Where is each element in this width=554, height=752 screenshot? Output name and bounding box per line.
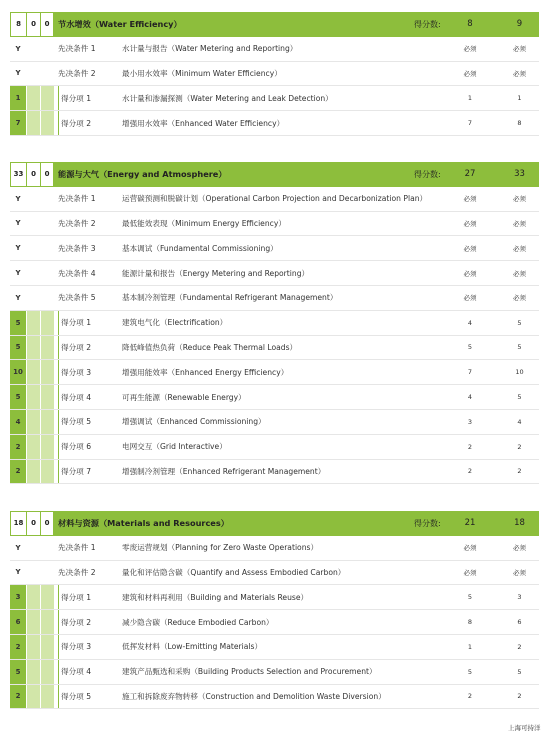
row-points: 10 <box>10 360 26 384</box>
section <box>10 511 539 709</box>
row-points: 5 <box>10 660 26 684</box>
row-description: 最小用水效率（Minimum Water Efficiency） <box>122 68 282 78</box>
row-maybe <box>26 385 40 409</box>
header-count-maybe: 0 <box>26 12 40 37</box>
score-value-1: 27 <box>464 169 476 180</box>
row-label: 先决条件 1 <box>58 194 96 204</box>
row-points: Y <box>15 244 21 253</box>
row-no <box>40 187 54 211</box>
row-points: 7 <box>10 111 26 135</box>
row-label: 先决条件 5 <box>58 293 96 303</box>
row-value-2: 必须 <box>513 568 526 577</box>
row-no <box>40 37 54 61</box>
score-value-2: 18 <box>514 518 525 529</box>
row-description: 能源计量和报告（Energy Metering and Reporting） <box>122 268 310 278</box>
row-maybe <box>26 311 40 335</box>
row-value-1: 3 <box>467 417 473 426</box>
row-label: 先决条件 1 <box>58 543 96 553</box>
score-label: 得分数: <box>414 169 441 179</box>
row-value-2: 必须 <box>513 45 526 54</box>
row-no <box>40 660 54 684</box>
row-points: Y <box>15 543 21 552</box>
row-label: 得分项 2 <box>58 336 120 360</box>
header-count-yes: 8 <box>10 12 26 37</box>
row-no <box>40 460 54 484</box>
row-value-1: 5 <box>467 343 473 352</box>
row-no <box>40 336 54 360</box>
row-label: 先决条件 2 <box>58 218 96 228</box>
row-label: 得分项 4 <box>58 660 120 684</box>
row-value-2: 2 <box>517 692 522 701</box>
row-description: 最低能效表现（Minimum Energy Efficiency） <box>122 218 286 228</box>
score-value-2: 9 <box>516 19 523 30</box>
row-points: Y <box>15 194 21 203</box>
section-header <box>10 12 539 37</box>
row-description: 施工和拆除废弃物转移（Construction and Demolition Waste Diversion） <box>122 691 386 701</box>
row-points: 2 <box>10 685 26 709</box>
row-label: 得分项 5 <box>58 685 120 709</box>
row-no <box>40 635 54 659</box>
row-value-1: 8 <box>467 618 473 627</box>
row-description: 增强调试（Enhanced Commissioning） <box>122 417 266 427</box>
row-no <box>40 261 54 285</box>
row-no <box>40 585 54 609</box>
row-description: 增强用能效率（Enhanced Energy Efficiency） <box>122 367 289 377</box>
credit-row <box>10 660 539 685</box>
row-label: 得分项 1 <box>58 311 120 335</box>
row-value-2: 5 <box>517 393 522 402</box>
row-label: 得分项 5 <box>58 410 120 434</box>
row-maybe <box>26 410 40 434</box>
row-description: 减少隐含碳（Reduce Embodied Carbon） <box>122 617 274 627</box>
section <box>10 162 539 484</box>
row-points: 5 <box>10 385 26 409</box>
row-label: 先决条件 3 <box>58 243 96 253</box>
row-description: 建筑和材料再利用（Building and Materials Reuse） <box>122 592 309 602</box>
row-value-1: 必须 <box>463 219 477 228</box>
row-value-1: 必须 <box>463 244 477 253</box>
row-value-1: 7 <box>467 119 473 128</box>
credit-row <box>10 685 539 710</box>
row-no <box>40 410 54 434</box>
row-value-2: 3 <box>517 593 522 602</box>
credit-row <box>10 86 539 111</box>
row-description: 基本调试（Fundamental Commissioning） <box>122 243 278 253</box>
row-label: 先决条件 2 <box>58 68 96 78</box>
row-points: 2 <box>10 460 26 484</box>
row-label: 得分项 3 <box>58 360 120 384</box>
row-value-2: 必须 <box>513 294 526 303</box>
row-maybe <box>26 685 40 709</box>
row-maybe <box>26 585 40 609</box>
row-label: 得分项 2 <box>58 610 120 634</box>
section <box>10 12 539 136</box>
row-value-2: 10 <box>515 368 524 377</box>
prerequisite-row <box>10 236 539 261</box>
row-description: 水计量与报告（Water Metering and Reporting） <box>122 44 298 54</box>
row-value-1: 5 <box>467 593 473 602</box>
row-no <box>40 360 54 384</box>
row-maybe <box>26 286 40 310</box>
row-value-2: 8 <box>517 119 522 128</box>
score-value-1: 8 <box>467 19 473 30</box>
row-points: Y <box>15 269 21 278</box>
row-value-1: 1 <box>467 94 473 103</box>
row-value-1: 2 <box>467 442 473 451</box>
row-maybe <box>26 336 40 360</box>
row-points: 5 <box>10 311 26 335</box>
row-value-1: 必须 <box>463 69 477 78</box>
score-label: 得分数: <box>414 518 441 528</box>
row-maybe <box>26 111 40 135</box>
header-count-no: 0 <box>40 12 54 37</box>
prerequisite-row <box>10 187 539 212</box>
row-description: 运营碳预测和脱碳计划（Operational Carbon Projection and Decarbonization Plan） <box>122 194 428 204</box>
row-value-1: 必须 <box>463 45 477 54</box>
row-label: 得分项 1 <box>58 585 120 609</box>
row-description: 量化和评估隐含碳（Quantify and Assess Embodied Carbon） <box>122 567 346 577</box>
credit-row <box>10 410 539 435</box>
credit-row <box>10 460 539 485</box>
row-label: 得分项 7 <box>58 460 120 484</box>
row-no <box>40 236 54 260</box>
row-maybe <box>26 62 40 86</box>
row-value-2: 必须 <box>513 544 526 553</box>
credit-row <box>10 336 539 361</box>
row-maybe <box>26 660 40 684</box>
row-maybe <box>26 635 40 659</box>
row-description: 低挥发材料（Low-Emitting Materials） <box>122 642 263 652</box>
row-maybe <box>26 536 40 560</box>
row-description: 电网交互（Grid Interactive） <box>122 442 227 452</box>
header-count-yes: 33 <box>10 162 26 187</box>
row-value-2: 5 <box>517 667 522 676</box>
prerequisite-row <box>10 286 539 311</box>
row-no <box>40 561 54 585</box>
score-label: 得分数: <box>414 19 441 29</box>
row-no <box>40 62 54 86</box>
row-maybe <box>26 187 40 211</box>
row-value-2: 2 <box>517 467 522 476</box>
row-points: 5 <box>10 336 26 360</box>
row-maybe <box>26 236 40 260</box>
row-label: 先决条件 2 <box>58 567 96 577</box>
row-points: 6 <box>10 610 26 634</box>
prerequisite-row <box>10 536 539 561</box>
score-value-2: 33 <box>514 169 525 180</box>
row-points: Y <box>15 44 21 53</box>
row-maybe <box>26 212 40 236</box>
row-value-1: 必须 <box>463 568 477 577</box>
row-points: Y <box>15 219 21 228</box>
header-count-no: 0 <box>40 511 54 536</box>
row-value-2: 1 <box>517 94 522 103</box>
header-count-maybe: 0 <box>26 162 40 187</box>
section-title: 节水增效（Water Efficiency） <box>58 18 182 29</box>
row-no <box>40 286 54 310</box>
row-description: 可再生能源（Renewable Energy） <box>122 392 246 402</box>
row-value-1: 2 <box>467 692 473 701</box>
row-description: 建筑产品甄选和采购（Building Products Selection and Procurement） <box>122 667 377 677</box>
header-count-no: 0 <box>40 162 54 187</box>
prerequisite-row <box>10 212 539 237</box>
prerequisite-row <box>10 561 539 586</box>
credit-row <box>10 585 539 610</box>
prerequisite-row <box>10 37 539 62</box>
header-count-maybe: 0 <box>26 511 40 536</box>
row-value-1: 必须 <box>463 294 477 303</box>
row-description: 建筑电气化（Electrification） <box>122 318 228 328</box>
section-header <box>10 162 539 187</box>
row-maybe <box>26 37 40 61</box>
row-value-2: 必须 <box>513 244 526 253</box>
row-description: 零废运营规划（Planning for Zero Waste Operations） <box>122 543 319 553</box>
row-value-1: 5 <box>467 667 473 676</box>
row-description: 水计量和渗漏探测（Water Metering and Leak Detection） <box>122 93 333 103</box>
section-title: 能源与大气（Energy and Atmosphere） <box>58 168 227 179</box>
row-value-2: 6 <box>517 618 522 627</box>
row-value-2: 必须 <box>513 219 526 228</box>
row-value-1: 4 <box>467 393 473 402</box>
row-no <box>40 610 54 634</box>
row-description: 增强用水效率（Enhanced Water Efficiency） <box>122 118 285 128</box>
row-value-2: 2 <box>517 442 522 451</box>
score-value-1: 21 <box>464 518 476 529</box>
row-points: 2 <box>10 635 26 659</box>
row-maybe <box>26 460 40 484</box>
row-label: 得分项 2 <box>58 111 120 135</box>
header-count-yes: 18 <box>10 511 26 536</box>
prerequisite-row <box>10 62 539 87</box>
row-points: Y <box>15 293 21 302</box>
row-maybe <box>26 360 40 384</box>
row-value-2: 必须 <box>513 269 526 278</box>
row-value-2: 2 <box>517 642 522 651</box>
credit-row <box>10 435 539 460</box>
row-points: 3 <box>10 585 26 609</box>
row-no <box>40 385 54 409</box>
row-value-1: 1 <box>467 642 473 651</box>
row-label: 得分项 6 <box>58 435 120 459</box>
credit-row <box>10 311 539 336</box>
row-points: 2 <box>10 435 26 459</box>
row-maybe <box>26 86 40 110</box>
credit-row <box>10 610 539 635</box>
credit-row <box>10 111 539 136</box>
row-points: 4 <box>10 410 26 434</box>
row-value-1: 7 <box>467 368 473 377</box>
footer-watermark: 上海可持洋 <box>508 724 541 732</box>
row-maybe <box>26 261 40 285</box>
row-label: 得分项 4 <box>58 385 120 409</box>
credit-row <box>10 635 539 660</box>
credit-row <box>10 385 539 410</box>
row-no <box>40 86 54 110</box>
prerequisite-row <box>10 261 539 286</box>
row-value-1: 必须 <box>463 544 477 553</box>
row-value-2: 5 <box>517 343 522 352</box>
row-no <box>40 212 54 236</box>
row-label: 得分项 3 <box>58 635 120 659</box>
row-no <box>40 111 54 135</box>
row-value-1: 必须 <box>463 195 477 204</box>
row-points: Y <box>15 568 21 577</box>
row-value-1: 2 <box>467 467 473 476</box>
row-value-2: 4 <box>517 417 522 426</box>
row-value-2: 必须 <box>513 195 526 204</box>
row-no <box>40 435 54 459</box>
row-description: 基本制冷剂管理（Fundamental Refrigerant Management） <box>122 293 338 303</box>
row-value-2: 5 <box>517 318 522 327</box>
row-label: 先决条件 1 <box>58 44 96 54</box>
section-header <box>10 511 539 536</box>
row-label: 先决条件 4 <box>58 268 96 278</box>
row-no <box>40 311 54 335</box>
row-value-2: 必须 <box>513 69 526 78</box>
row-value-1: 4 <box>467 318 473 327</box>
row-value-1: 必须 <box>463 269 477 278</box>
section-title: 材料与资源（Materials and Resources） <box>58 517 229 528</box>
row-maybe <box>26 610 40 634</box>
row-maybe <box>26 435 40 459</box>
credit-row <box>10 360 539 385</box>
row-maybe <box>26 561 40 585</box>
row-no <box>40 685 54 709</box>
row-points: Y <box>15 69 21 78</box>
row-description: 降低峰值热负荷（Reduce Peak Thermal Loads） <box>122 342 298 352</box>
row-no <box>40 536 54 560</box>
row-points: 1 <box>10 86 26 110</box>
row-description: 增强制冷剂管理（Enhanced Refrigerant Management） <box>122 466 326 476</box>
row-label: 得分项 1 <box>58 86 120 110</box>
